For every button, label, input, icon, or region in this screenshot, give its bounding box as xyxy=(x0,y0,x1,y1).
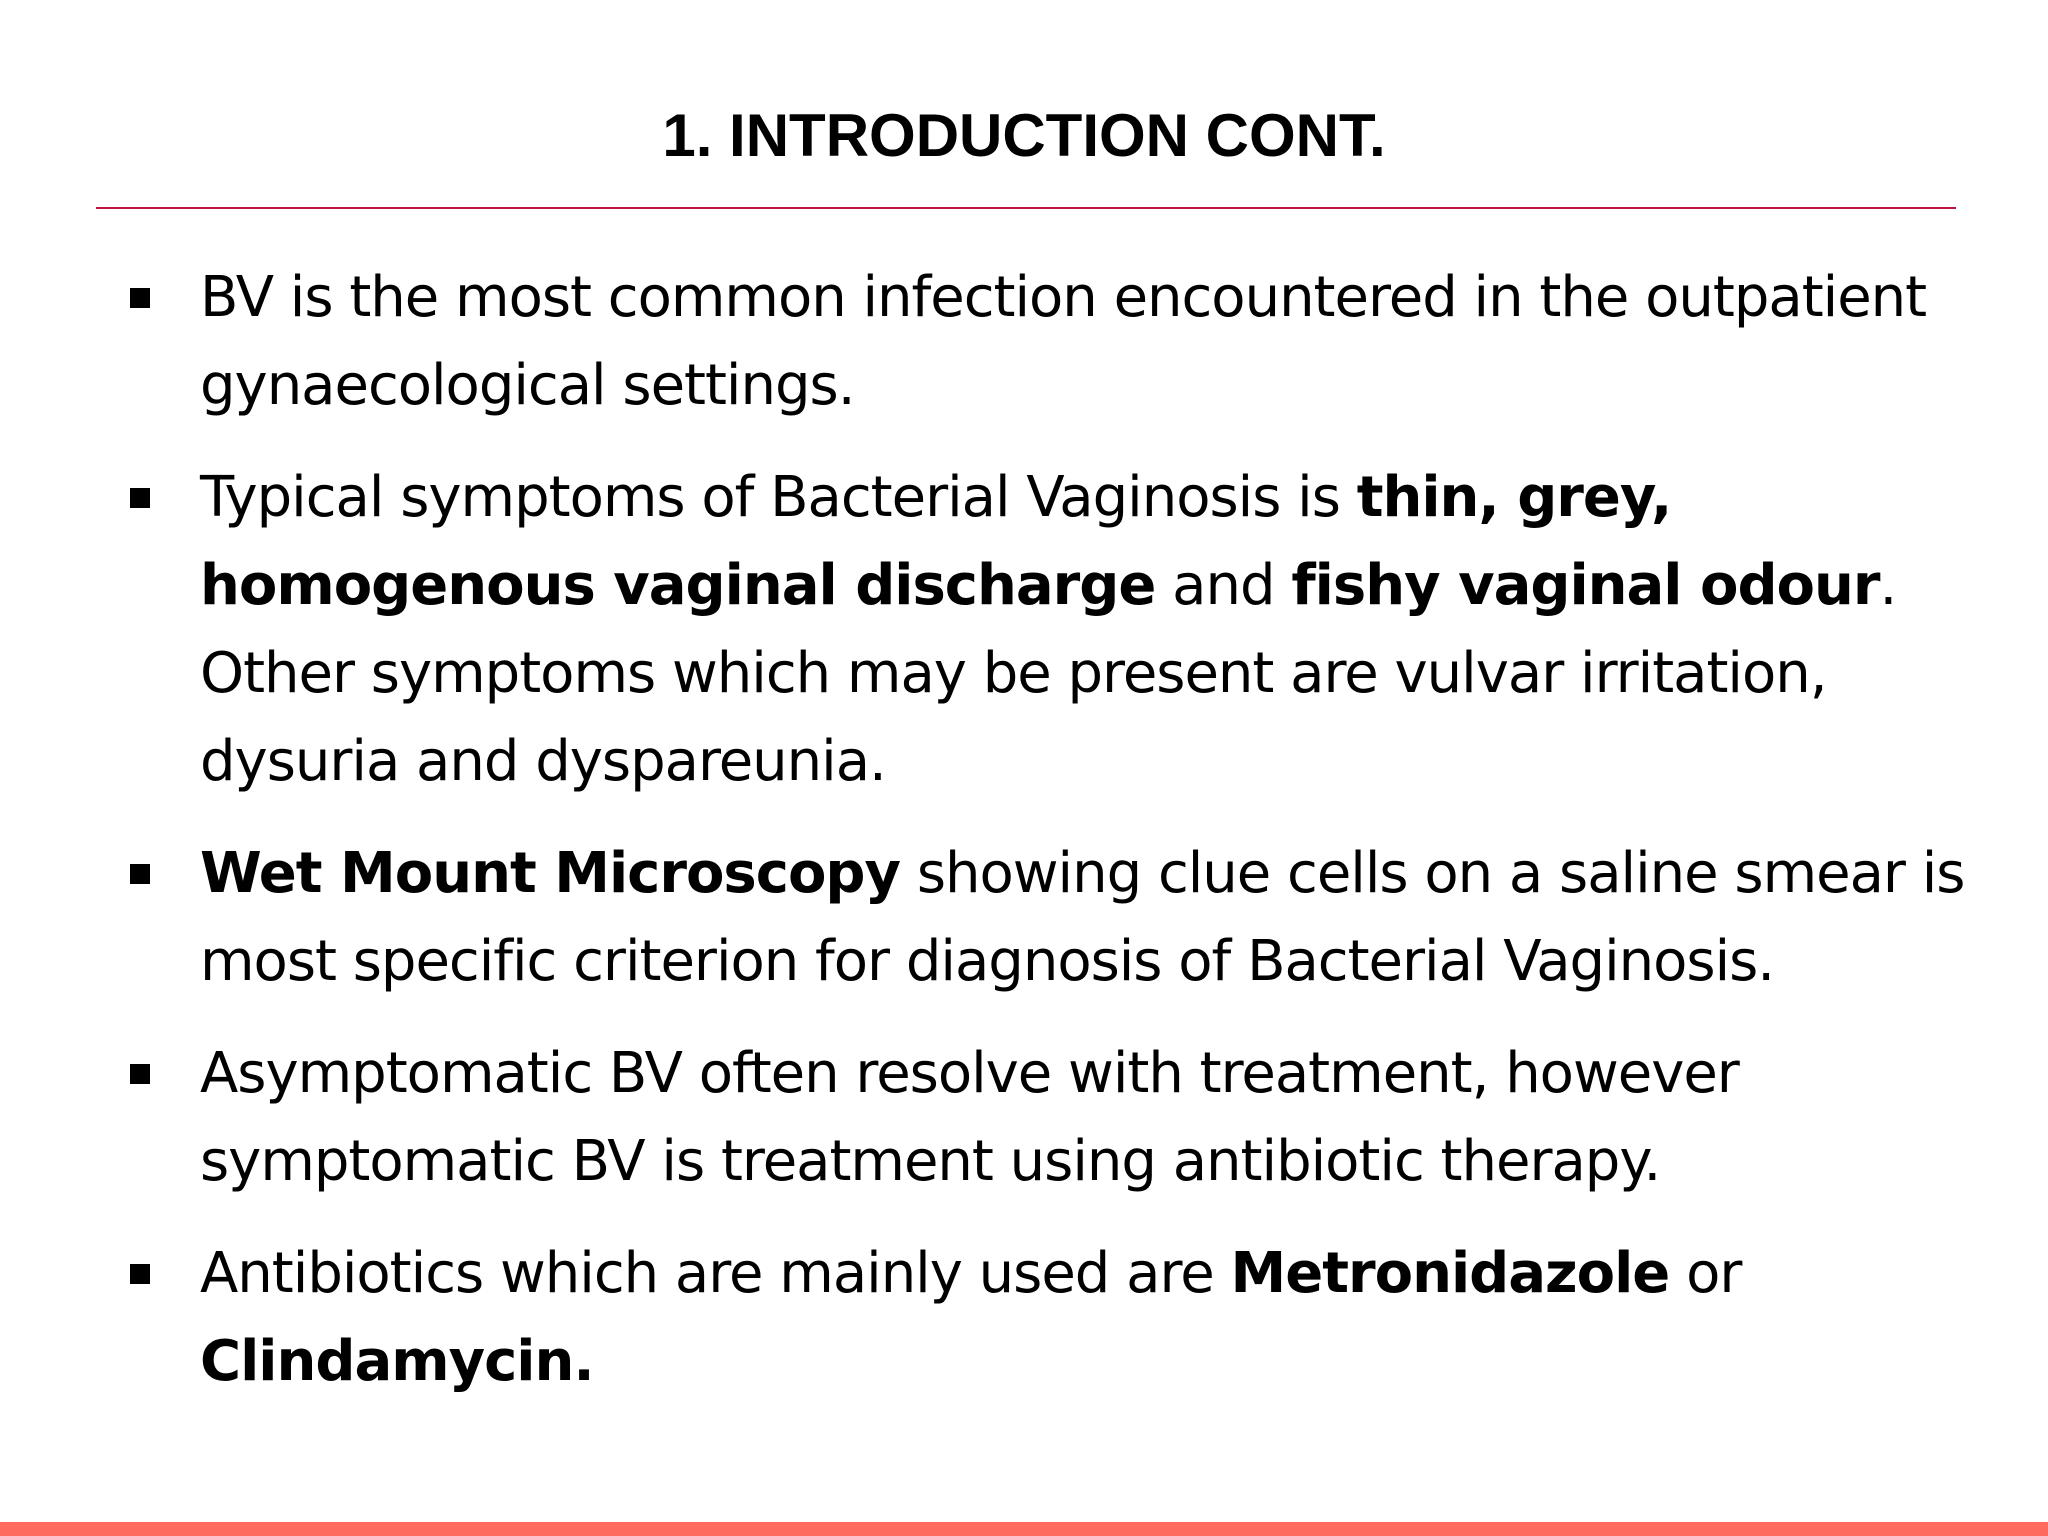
bullet-list xyxy=(0,254,2048,1430)
square-bullet-icon xyxy=(130,288,150,308)
footer-accent-bar xyxy=(0,1522,2048,1536)
bullet-item xyxy=(0,830,2048,1006)
bold-text-segment: Metronidazole xyxy=(1230,1241,1670,1306)
bullet-text xyxy=(200,1041,1739,1194)
square-bullet-icon xyxy=(130,488,150,508)
bullet-text xyxy=(200,1241,1741,1394)
bullet-item xyxy=(0,254,2048,430)
bold-text-segment: thin, grey, homogenous vaginal discharge xyxy=(200,465,1672,618)
text-segment: Typical symptoms of Bacterial Vaginosis is xyxy=(200,465,1357,530)
text-segment: showing clue cells on a saline smear is most specific criterion for diagnosis of Bacterial Vaginosis. xyxy=(200,841,1965,994)
bold-text-segment: Wet Mount Microscopy xyxy=(200,841,901,906)
bullet-item xyxy=(0,1230,2048,1406)
text-segment: Asymptomatic BV often resolve with treatment, however symptomatic BV is treatment using antibiotic therapy. xyxy=(200,1041,1739,1194)
square-bullet-icon xyxy=(130,864,150,884)
text-segment: and xyxy=(1155,553,1292,618)
text-segment: . Other symptoms which may be present are vulvar irritation, dysuria and dyspareunia. xyxy=(200,553,1897,794)
bold-text-segment: Clindamycin. xyxy=(200,1329,594,1394)
bullet-item xyxy=(0,1030,2048,1206)
text-segment: Antibiotics which are mainly used are xyxy=(200,1241,1231,1306)
bullet-text xyxy=(200,465,1896,794)
title-divider xyxy=(96,207,1956,209)
slide-title: 1. INTRODUCTION CONT. xyxy=(662,102,1386,169)
text-segment: or xyxy=(1669,1241,1742,1306)
square-bullet-icon xyxy=(130,1064,150,1084)
text-segment: BV is the most common infection encountered in the outpatient gynaecological settings. xyxy=(200,265,1927,418)
bullet-text xyxy=(200,841,1964,994)
bullet-text xyxy=(200,265,1926,418)
bold-text-segment: fishy vaginal odour xyxy=(1291,553,1880,618)
bullet-item xyxy=(0,454,2048,806)
square-bullet-icon xyxy=(130,1264,150,1284)
